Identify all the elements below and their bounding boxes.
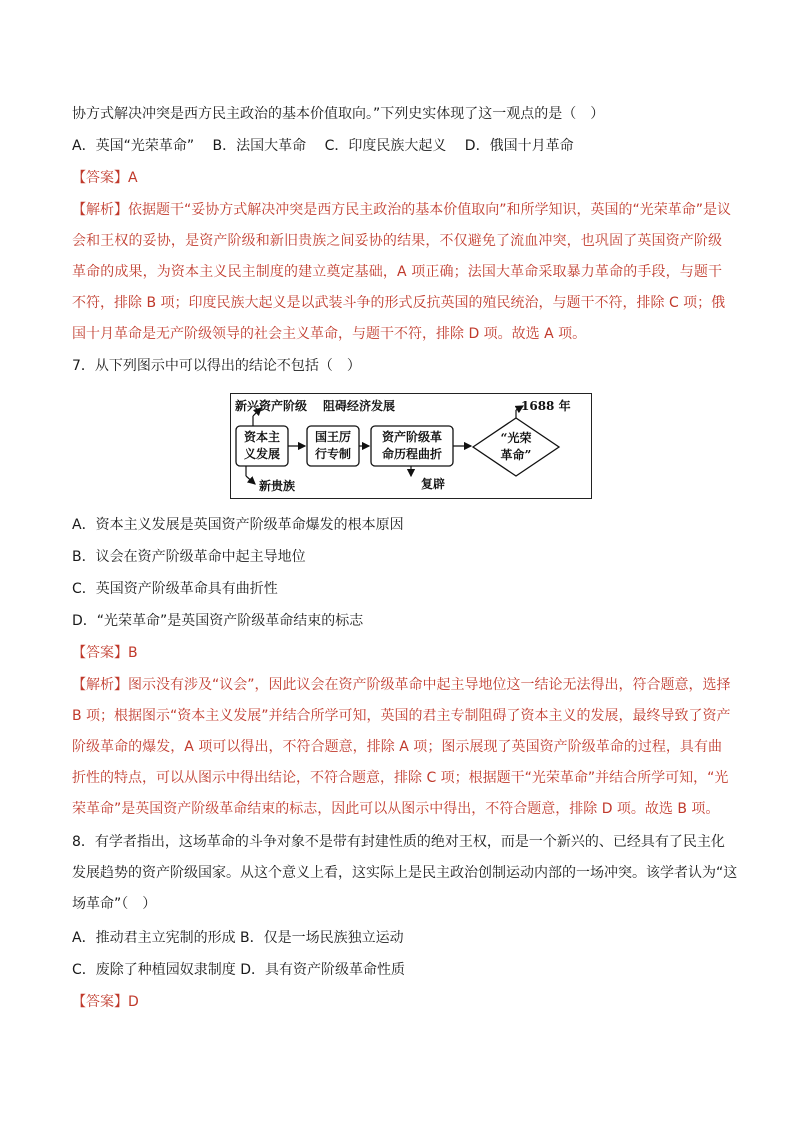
question-8-stem-line-1: 8．有学者指出，这场革命的斗争对象不是带有封建性质的绝对王权，而是一个新兴的、已经具有了民主化 xyxy=(72,834,725,850)
label-year: 1688 年 xyxy=(521,399,571,413)
question-7-answer xyxy=(72,643,138,663)
question-7-analysis-line-1: 【解析】图示没有涉及“议会”，因此议会在资产阶级革命中起主导地位这一结论无法得出，符合题意，选择 xyxy=(72,677,731,693)
label-restoration: 复辟 xyxy=(421,477,446,491)
answer-value: D xyxy=(128,994,139,1010)
question-6-analysis-line-1: 【解析】依据题干“妥协方式解决冲突是西方民主政治的基本价值取向”和所学知识，英国的“光荣革命”是议 xyxy=(72,202,732,218)
question-7-option-d: D．“光荣革命”是英国资产阶级革命结束的标志 xyxy=(72,613,364,629)
box-king-text: 国王厉 行专制 xyxy=(314,430,351,461)
question-7-option-a: A．资本主义发展是英国资产阶级革命爆发的根本原因 xyxy=(72,517,404,533)
question-8-stem-line-2: 发展趋势的资产阶级国家。从这个意义上看，这实际上是民主政治创制运动内部的一场冲突。该学者认为“这 xyxy=(72,865,738,881)
question-6-analysis-line-2: 会和王权的妥协，是资产阶级和新旧贵族之间妥协的结果，不仅避免了流血冲突，也巩固了英国资产阶级 xyxy=(72,233,722,249)
question-7-option-c: C．英国资产阶级革命具有曲折性 xyxy=(72,581,278,597)
answer-value: B xyxy=(128,645,138,661)
question-8-stem-line-3: 场革命”（ ） xyxy=(72,896,157,912)
answer-tag: 【答案】 xyxy=(72,645,128,661)
question-7-analysis-line-3: 阶级革命的爆发，A 项可以得出，不符合题意，排除 A 项；图示展现了英国资产阶级革命的过程，具有曲 xyxy=(72,739,722,755)
analysis-tag: 【解析】 xyxy=(72,202,128,218)
box-revolution-text: 资产阶级革 命历程曲折 xyxy=(381,430,442,461)
question-6-analysis-line-4: 不符，排除 B 项；印度民族大起义是以武装斗争的形式反抗英国的殖民统治，与题干不符，排除 C 项；俄 xyxy=(72,295,726,311)
analysis-tag: 【解析】 xyxy=(72,677,128,693)
question-6-analysis-line-5: 国十月革命是无产阶级领导的社会主义革命，与题干不符，排除 D 项。故选 A 项。 xyxy=(72,326,587,342)
question-8-options-row-1: A．推动君主立宪制的形成 B．仅是一场民族独立运动 xyxy=(72,930,404,946)
question-7-analysis-line-4: 折性的特点，可以从图示中得出结论，不符合题意，排除 C 项；根据题干“光荣革命”并结合所学可知，“光 xyxy=(72,770,729,786)
question-8-answer xyxy=(72,992,139,1012)
diamond-glorious-text: “光荣 革命” xyxy=(500,431,532,462)
question-7-analysis-line-5: 荣革命”是英国资产阶级革命结束的标志，因此可以从图示中得出，不符合题意，排除 D 项。故选 B 项。 xyxy=(72,801,720,817)
label-new-nobility: 新贵族 xyxy=(259,479,296,493)
label-new-bourgeoisie: 新兴资产阶级 xyxy=(235,399,308,413)
answer-tag: 【答案】 xyxy=(72,170,128,186)
question-7-stem: 7．从下列图示中可以得出的结论不包括（ ） xyxy=(72,358,361,374)
question-6-answer xyxy=(72,168,138,188)
question-7-option-b: B．议会在资产阶级革命中起主导地位 xyxy=(72,549,306,565)
label-hinder-economy: 阻碍经济发展 xyxy=(323,399,396,413)
question-8-options-row-2: C．废除了种植园奴隶制度 D．具有资产阶级革命性质 xyxy=(72,962,406,978)
question-6-options: A．英国“光荣革命” B．法国大革命 C．印度民族大起义 D．俄国十月革命 xyxy=(72,138,574,154)
box-capitalism-text: 资本主 义发展 xyxy=(243,430,280,461)
question-6-stem-tail: 协方式解决冲突是西方民主政治的基本价值取向。”下列史实体现了这一观点的是（ ） xyxy=(72,106,605,122)
flow-diagram xyxy=(230,393,592,499)
answer-value: A xyxy=(128,170,138,186)
question-7-analysis-line-2: B 项；根据图示“资本主义发展”并结合所学可知，英国的君主专制阻碍了资本主义的发展，最终导致了资产 xyxy=(72,708,731,724)
answer-tag: 【答案】 xyxy=(72,994,128,1010)
question-6-analysis-line-3: 革命的成果，为资本主义民主制度的建立奠定基础，A 项正确；法国大革命采取暴力革命的手段，与题干 xyxy=(72,264,722,280)
